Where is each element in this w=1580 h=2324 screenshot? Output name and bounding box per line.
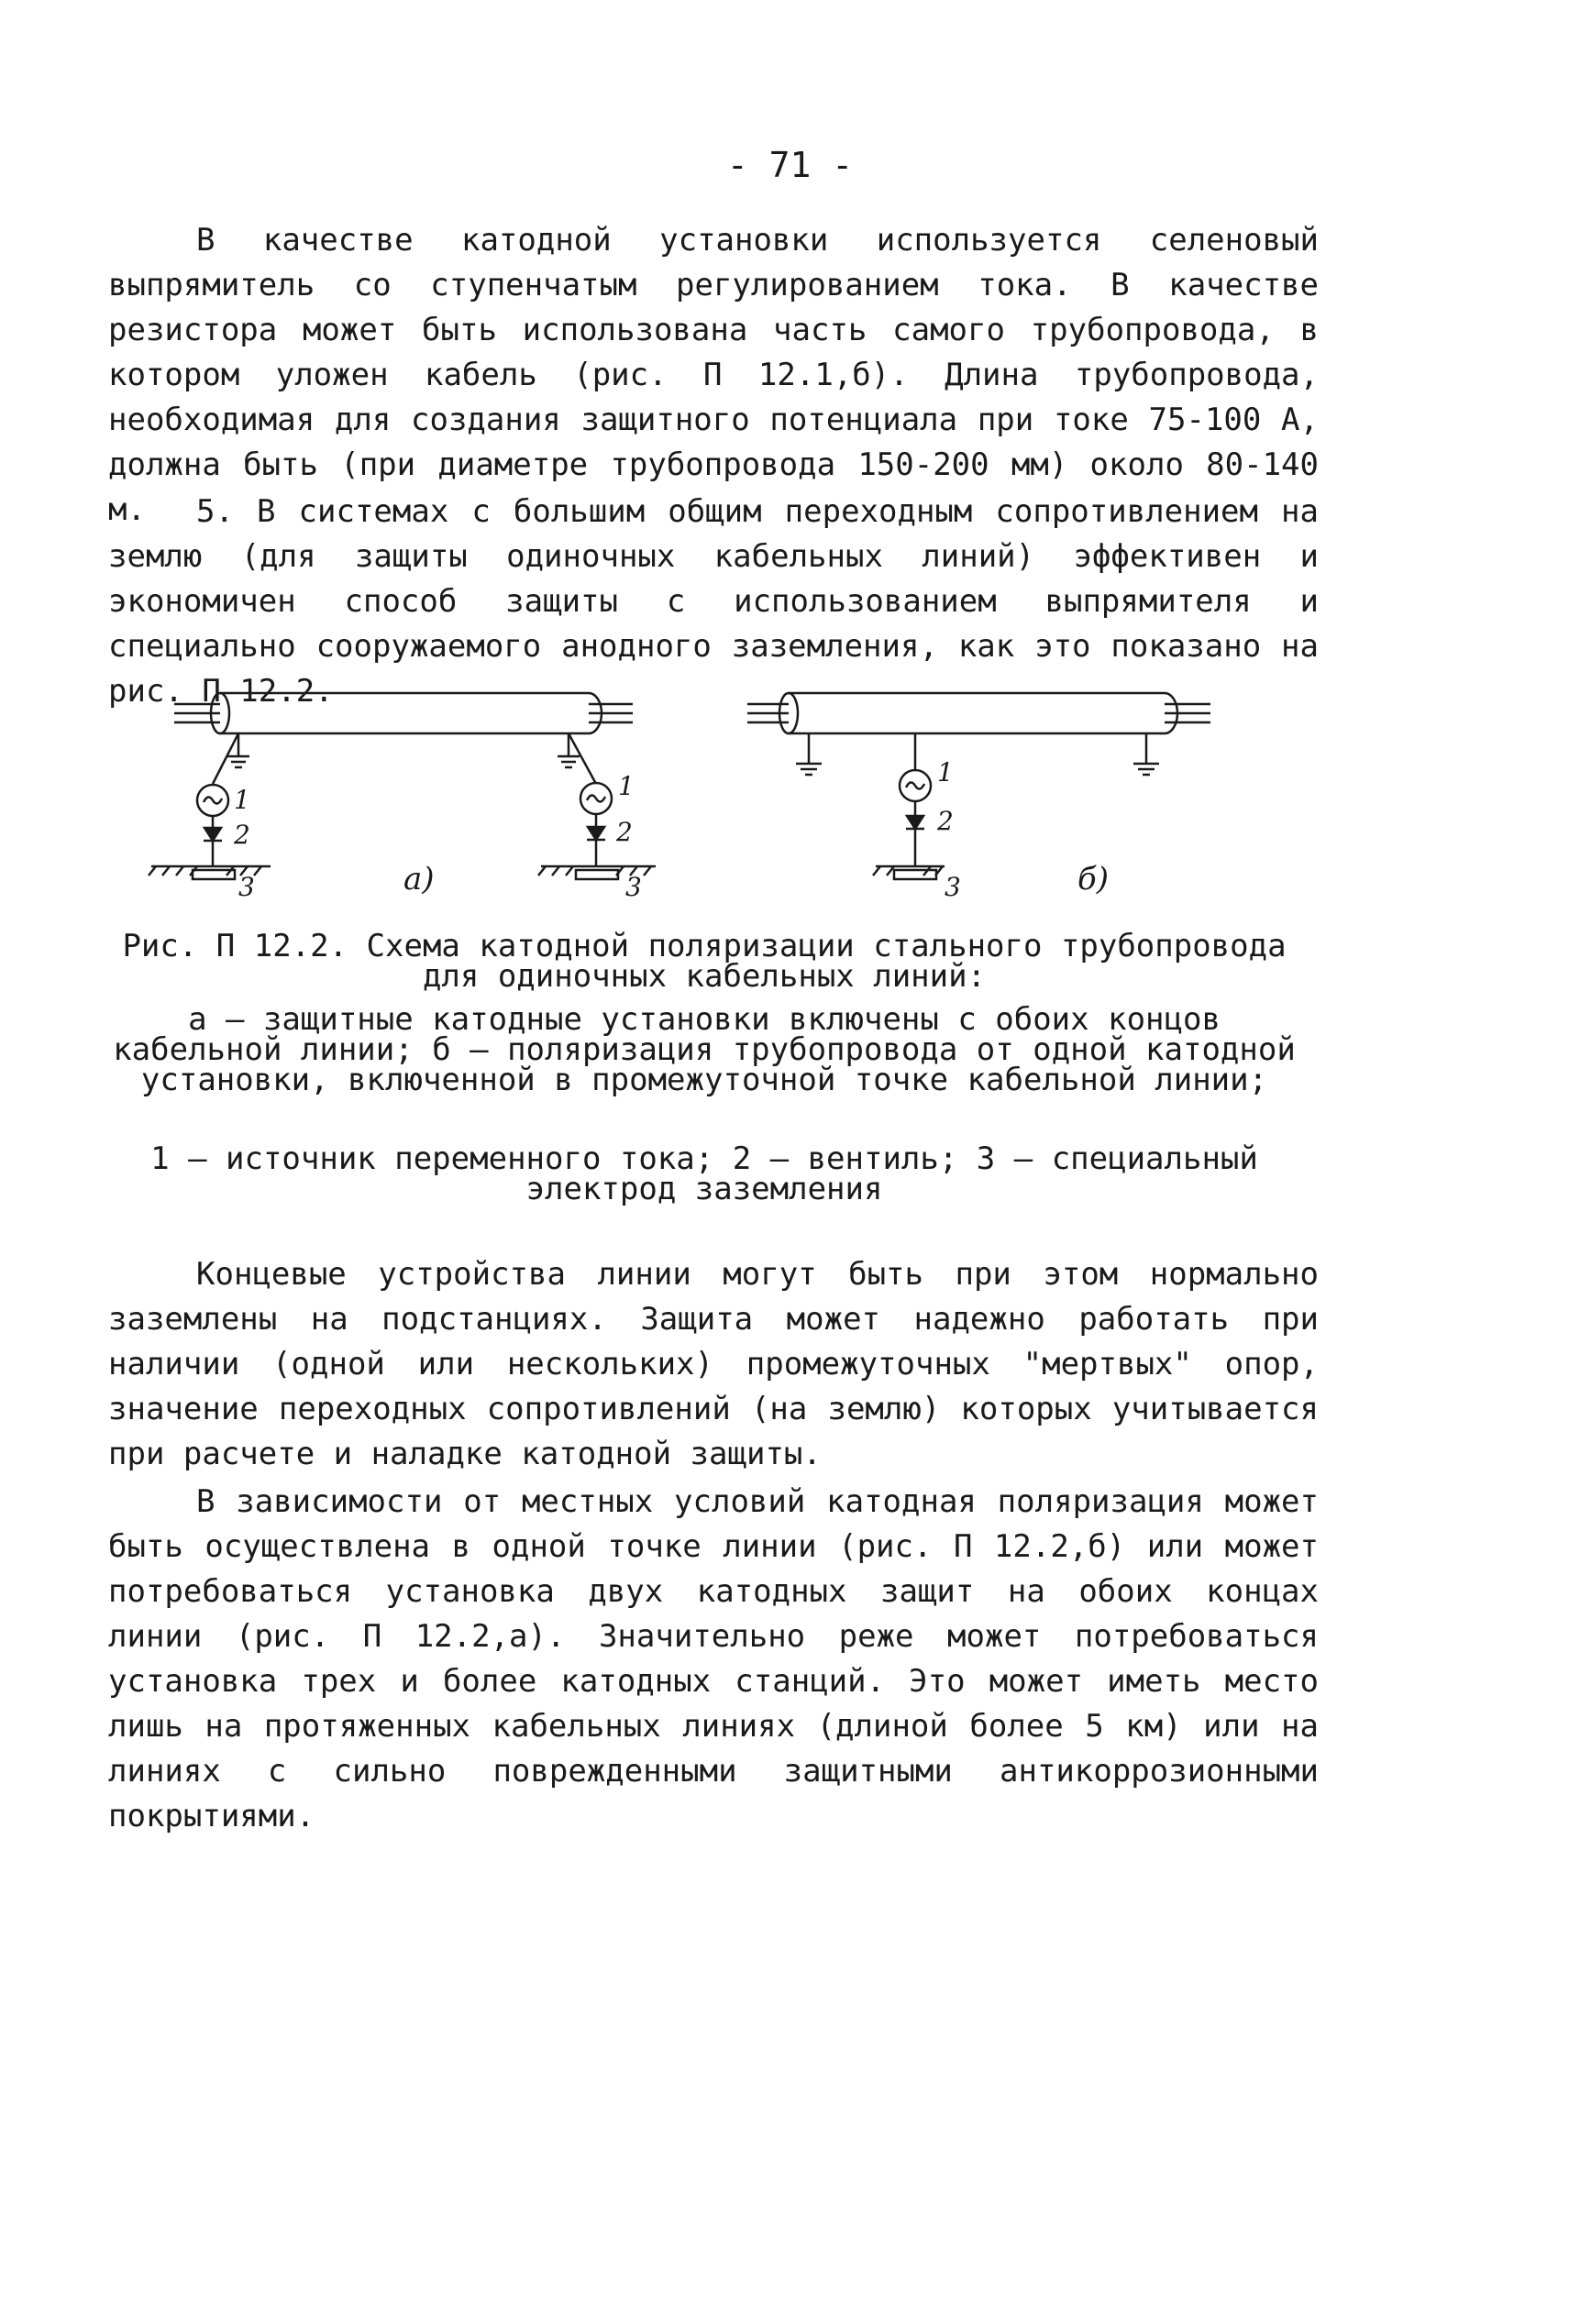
ground-symbol — [558, 733, 580, 767]
label-3: 3 — [625, 872, 642, 902]
scheme-b — [747, 693, 1210, 902]
scheme-a — [149, 693, 656, 902]
page-number: - 71 - — [726, 145, 854, 185]
ground-electrode-icon — [873, 866, 945, 879]
figure-caption-legend-numbers: 1 – источник переменного тока; 2 – вентиль; 3 – специальный электрод заземления — [150, 1140, 1258, 1207]
label-1: 1 — [937, 757, 954, 788]
label-3: 3 — [238, 872, 255, 902]
label-2: 2 — [616, 817, 633, 847]
label-2: 2 — [234, 820, 250, 850]
figure-caption-legend-subfigures: а – защитные катодные установки включены с обоих концов кабельной линии; б – поляризация трубопровода от одной катодной установки, включенной в промежуточной точке кабельной линии; — [113, 1001, 1296, 1098]
sublabel-b: б) — [1077, 861, 1110, 898]
diode-icon — [204, 828, 221, 841]
pipe-a — [211, 693, 602, 733]
label-1: 1 — [618, 771, 635, 801]
cathodic-polarization-diagram — [147, 683, 1339, 912]
ground-symbol-right — [1133, 733, 1159, 775]
paragraph-rectifier: В качестве катодной установки используется селеновый выпрямитель со ступенчатым регулированием тока. В качестве резистора может быть использована часть самого трубопровода, в котором уложен кабель (рис. П 12.1,б). Длина трубопровода, необходимая для создания защитного потенциала при токе 75-100 А, должна быть (при диаметре трубопровода 150-200 мм) около 80-140 м. — [108, 222, 1319, 528]
paragraph-local-conditions: В зависимости от местных условий катодная поляризация может быть осуществлена в одной точке линии (рис. П 12.2,б) или может потребоваться установка двух катодных защит на обоих концах линии (рис. П 12.2,а). Значительно реже может потребоваться установка трех и более катодных станций. Это может иметь место лишь на протяженных кабельных линиях (длиной более 5 км) или на линиях с сильно поврежденными защитными антикоррозионными покрытиями. — [108, 1483, 1319, 1834]
sublabel-a: а) — [403, 861, 435, 898]
pipe-b — [779, 693, 1177, 733]
label-2: 2 — [937, 806, 954, 836]
cathodic-unit-right — [538, 733, 656, 902]
diode-icon — [588, 827, 604, 840]
diode-icon — [907, 816, 923, 829]
paragraph-terminal-devices: Концевые устройства линии могут быть при этом нормально заземлены на подстанциях. Защита может надежно работать при наличии (одной или нескольких) промежуточных "мертвых" опор, значение переходных сопротивлений (на землю) которых учитывается при расчете и наладке катодной защиты. — [108, 1256, 1319, 1472]
cathodic-unit-middle — [873, 733, 961, 902]
label-1: 1 — [234, 785, 250, 815]
ground-symbol-left — [796, 733, 822, 775]
paragraph-high-resistance-systems: 5. В системах с большим общим переходным сопротивлением на землю (для защиты одиночных кабельных линий) эффективен и экономичен способ защиты с использованием выпрямителя и специально сооружаемого анодного заземления, как это показано на рис. П 12.2. — [108, 493, 1319, 710]
label-3: 3 — [945, 872, 961, 902]
figure-caption-title: Рис. П 12.2. Схема катодной поляризации стального трубопровода для одиночных кабельных линий: — [122, 928, 1287, 995]
cathodic-unit-left — [149, 733, 271, 902]
